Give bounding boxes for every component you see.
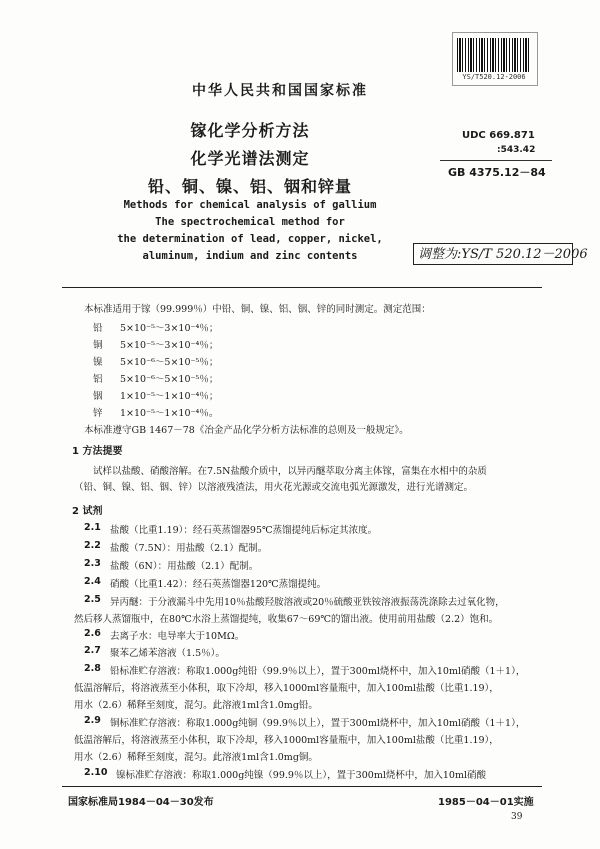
item-text: 铜标准贮存溶液：称取1.000g纯铜（99.9％以上），置于300ml烧杯中，加入10ml硝酸（1＋1）， (110, 718, 526, 729)
item-number: 2.3 (84, 558, 101, 569)
item-text: 低温溶解后，将溶液蒸至小体积，取下冷却，移入1000ml容量瓶中，加入100ml盐酸（比重1.19）， (74, 683, 499, 694)
item-text: 然后移人蒸馏瓶中，在80℃水浴上蒸馏提纯，收集67～69℃的馏出液。使用前用盐酸（2.2）饱和。 (74, 614, 499, 625)
range-value: 5×10⁻⁶～5×10⁻⁵％； (120, 357, 219, 368)
header-divider (62, 287, 542, 288)
range-element: 镍 (93, 357, 103, 368)
item-number: 2.10 (84, 767, 108, 778)
title-en-line-2: The spectrochemical method for (155, 216, 345, 228)
item-text: 盐酸（比重1.19）：经石英蒸馏器95℃蒸馏提纯后标定其浓度。 (110, 525, 378, 536)
implementation-date: 1985－04－01实施 (438, 797, 534, 808)
item-number: 2.6 (84, 628, 101, 639)
item-text: 异丙醚：于分液漏斗中先用10％盐酸羟胺溶液或20％硫酸亚铁铵溶液振荡洗涤除去过氧化物， (110, 597, 505, 608)
item-number: 2.9 (84, 715, 101, 726)
item-text: 盐酸（6N）：用盐酸（2.1）配制。 (110, 561, 259, 572)
item-text: 盐酸（7.5N）：用盐酸（2.1）配制。 (110, 543, 268, 554)
scope-intro: 本标准适用于镓（99.999％）中铅、铜、镍、铝、铟、锌的同时测定。测定范围： (84, 304, 431, 315)
title-cn-line-1: 镓化学分析方法 (190, 121, 310, 140)
range-element: 铟 (93, 391, 103, 402)
udc-code-sub: :543.42 (497, 145, 536, 155)
title-en-line-1: Methods for chemical analysis of gallium (123, 199, 377, 211)
range-element: 铝 (93, 374, 103, 385)
item-number: 2.1 (84, 522, 101, 533)
item-number: 2.2 (84, 540, 101, 551)
barcode-icon (457, 38, 531, 72)
section-1-title: 1 方法提要 (72, 446, 123, 457)
range-value: 5×10⁻⁵～3×10⁻⁴％； (120, 340, 219, 351)
item-number: 2.7 (84, 645, 101, 656)
udc-code: UDC 669.871 (462, 130, 535, 141)
barcode-text: YS/T520.12-2006 (462, 73, 526, 81)
item-text: 聚苯乙烯苯溶液（1.5％）。 (110, 648, 225, 659)
adjusted-standard-stamp: 调整为:YS/T 520.12－2006 (413, 243, 573, 265)
item-text: 镍标准贮存溶液：称取1.000g纯镍（99.9％以上），置于300ml烧杯中，加入10ml硝酸 (116, 770, 486, 781)
section-1-line: （铅、铜、镍、铝、铟、锌）以溶液残渣法，用火花光源或交流电弧光源激发，进行光谱测定。 (74, 482, 474, 493)
item-text: 硝酸（比重1.42）：经石英蒸馏器120℃蒸馏提纯。 (110, 579, 327, 590)
national-standard-header: 中华人民共和国国家标准 (192, 83, 368, 99)
title-cn-line-2: 化学光谱法测定 (190, 149, 310, 168)
item-number: 2.4 (84, 576, 101, 587)
title-cn-line-3: 铅、铜、镍、铝、铟和锌量 (147, 177, 352, 196)
item-text: 用水（2.6）稀释至刻度，混匀。此溶液1ml含1.0mg铅。 (74, 700, 318, 711)
range-value: 1×10⁻⁵～1×10⁻⁴％。 (120, 408, 219, 419)
item-number: 2.5 (84, 594, 101, 605)
title-en-line-4: aluminum, indium and zinc contents (142, 250, 358, 262)
item-number: 2.8 (84, 663, 101, 674)
footer-divider (62, 786, 542, 787)
section-2-title: 2 试剂 (72, 506, 103, 517)
page-number: 39 (511, 812, 523, 822)
udc-divider (440, 160, 552, 161)
range-value: 1×10⁻⁵～1×10⁻⁴％； (120, 391, 219, 402)
compliance-statement: 本标准遵守GB 1467－78《冶金产品化学分析方法标准的总则及一般规定》。 (84, 425, 409, 436)
item-text: 低温溶解后，将溶液蒸至小体积，取下冷却，移入1000ml容量瓶中，加入100ml盐酸（比重1.19）， (74, 735, 499, 746)
title-en-line-3: the determination of lead, copper, nickel, (117, 233, 383, 245)
range-element: 锌 (93, 408, 103, 419)
range-element: 铅 (93, 323, 103, 334)
section-1-line: 试样以盐酸、硝酸溶解。在7.5N盐酸介质中，以异丙醚萃取分离主体镓，富集在水相中的杂质 (93, 466, 487, 477)
range-value: 5×10⁻⁶～5×10⁻⁵％； (120, 374, 219, 385)
range-value: 5×10⁻⁵～3×10⁻⁴％； (120, 323, 219, 334)
range-element: 铜 (93, 340, 103, 351)
issue-date: 国家标准局1984－04－30发布 (68, 797, 214, 808)
item-text: 用水（2.6）稀释至刻度，混匀。此溶液1ml含1.0mg铜。 (74, 752, 318, 763)
gb-number: GB 4375.12－84 (448, 166, 546, 179)
item-text: 去离子水：电导率大于10MΩ。 (110, 631, 245, 642)
item-text: 铅标准贮存溶液：称取1.000g纯铅（99.9％以上），置于300ml烧杯中，加入10ml硝酸（1＋1）， (110, 666, 526, 677)
